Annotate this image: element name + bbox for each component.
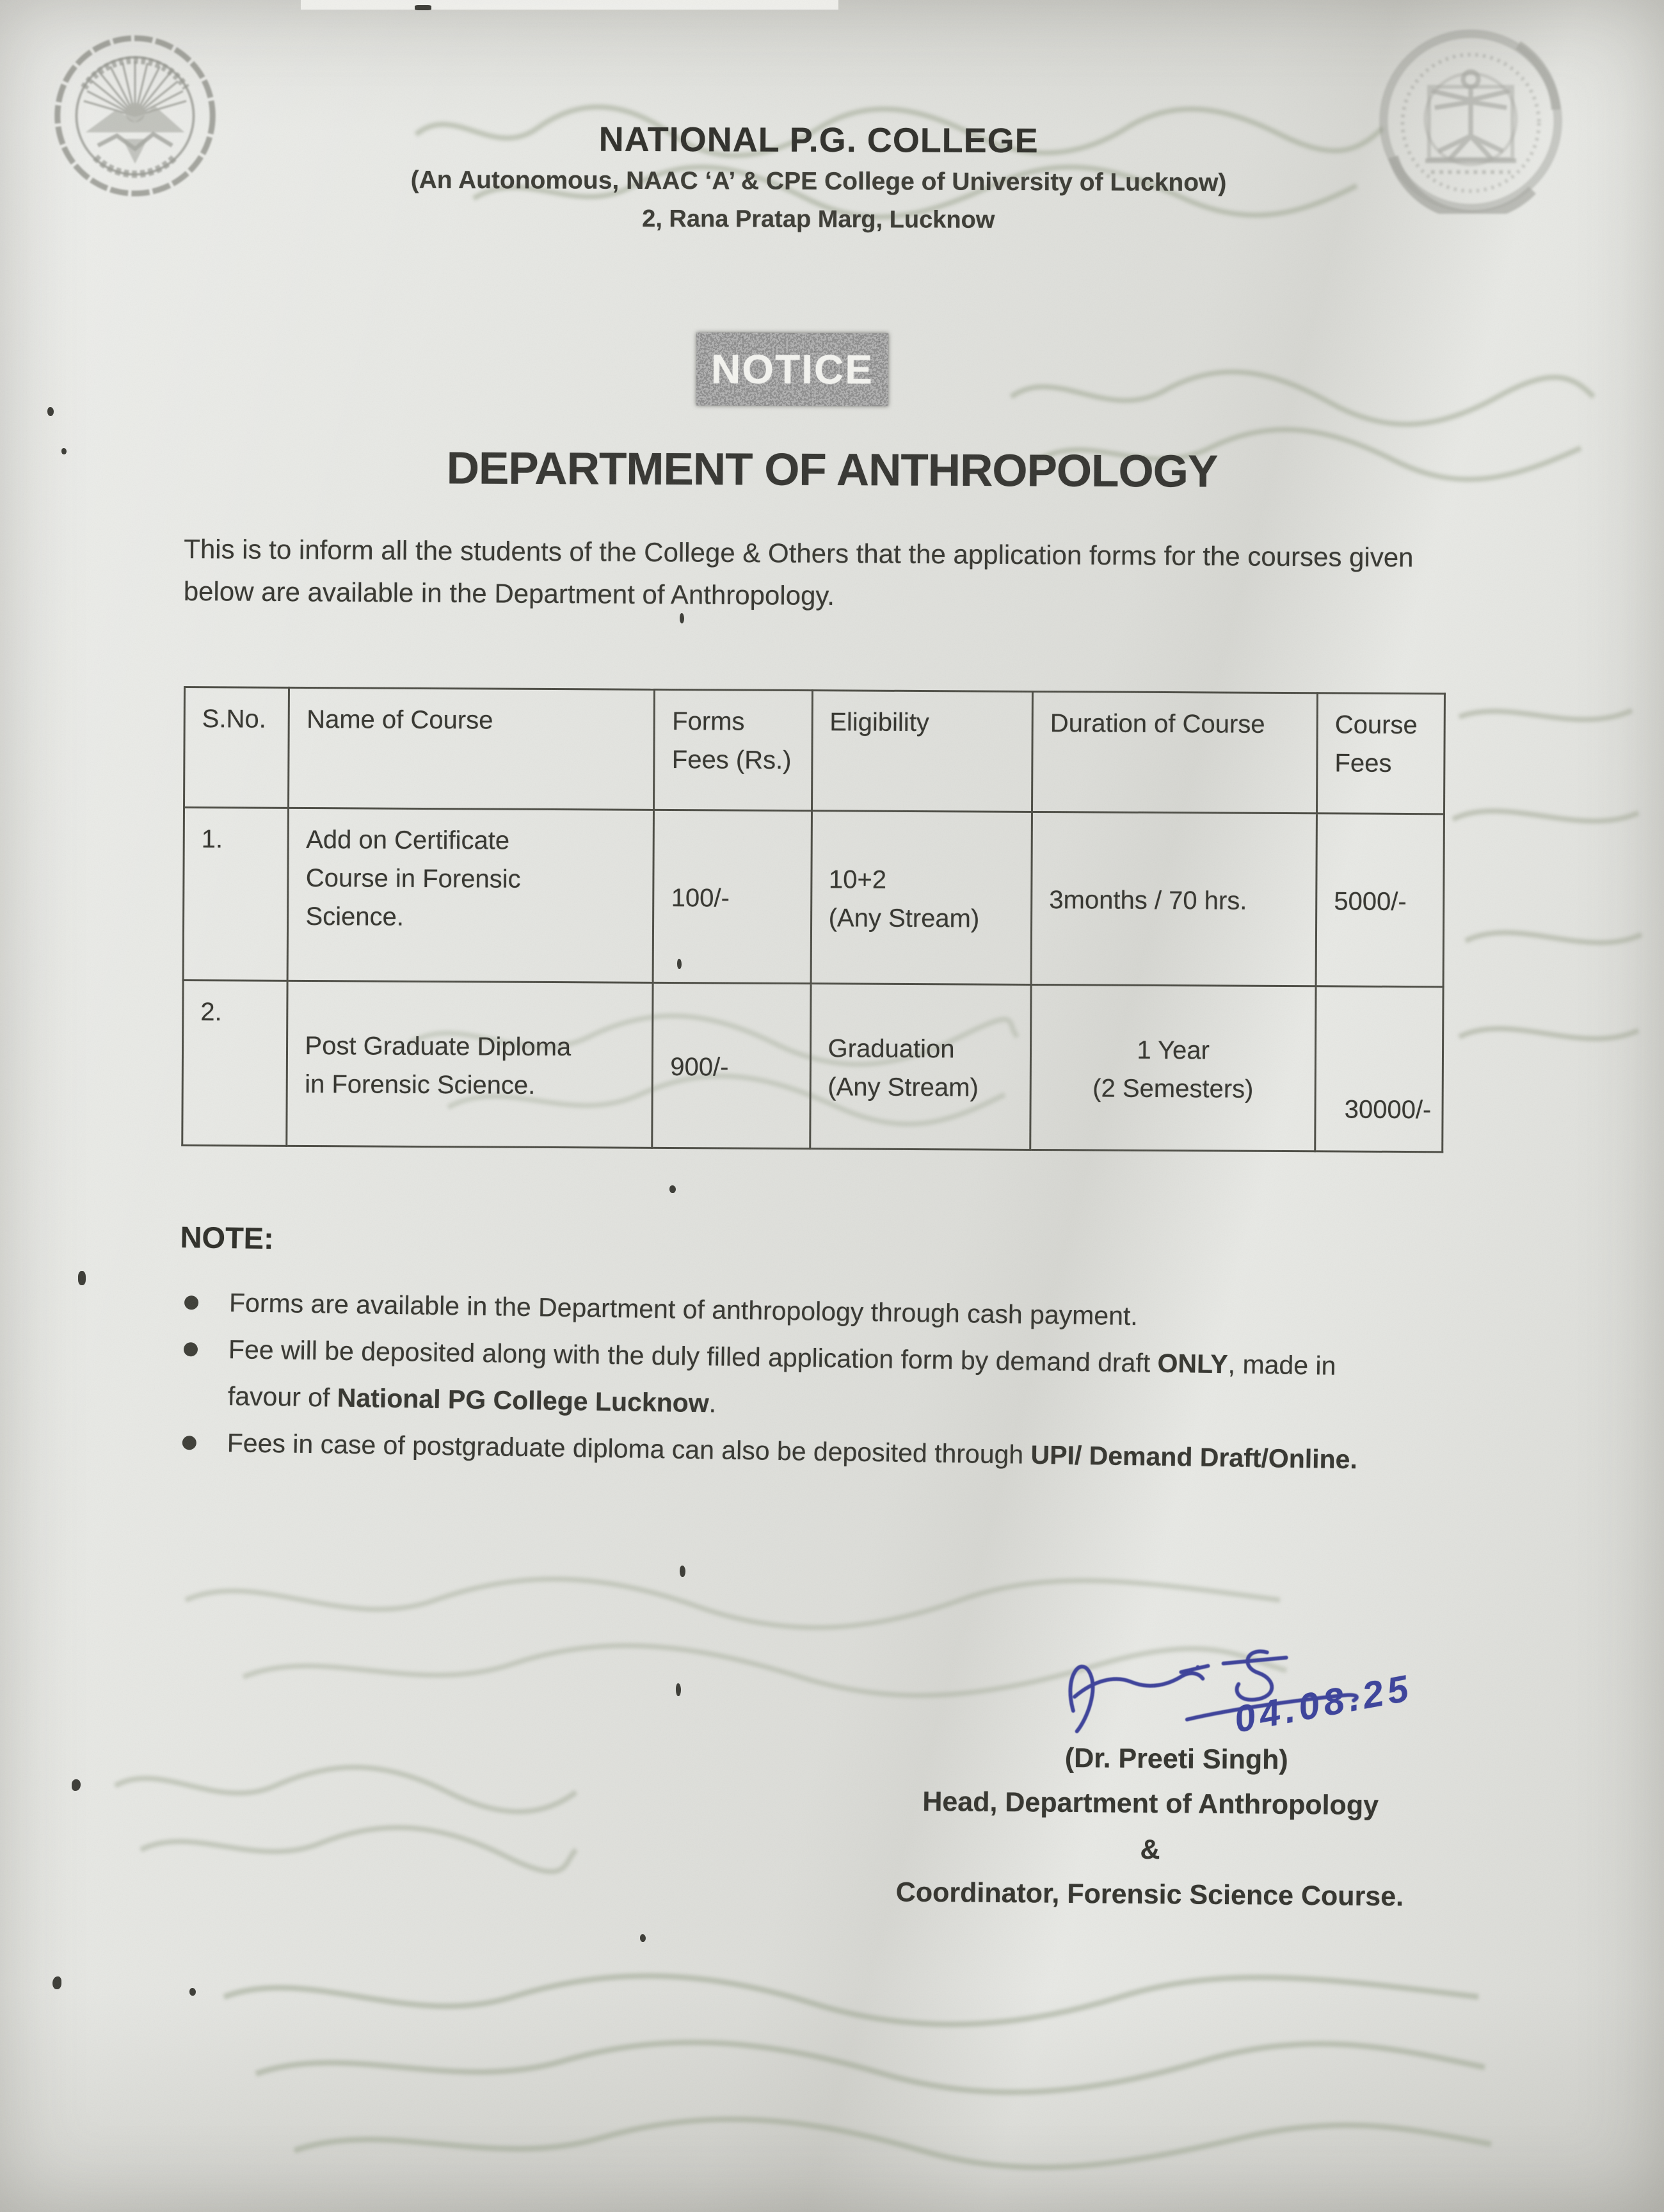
cell-course-name: Add on Certificate Course in Forensic Science. — [288, 808, 654, 982]
scan-speck — [680, 1566, 685, 1577]
signatory-title-1: Head, Department of Anthropology — [922, 1786, 1379, 1822]
table-header-row — [184, 687, 1445, 814]
scan-speck — [669, 1185, 676, 1193]
note-text-segment: . — [708, 1388, 717, 1418]
college-name: NATIONAL P.G. COLLEGE — [598, 120, 1039, 161]
bleed-through-artifact — [1440, 691, 1651, 1075]
scan-speck — [677, 959, 682, 969]
notice-label: NOTICE — [710, 346, 874, 393]
cell-course-fees: 30000/- — [1315, 986, 1443, 1152]
signatory-name: (Dr. Preeti Singh) — [1064, 1742, 1288, 1775]
scan-speck — [52, 1976, 61, 1989]
signatory-title-2: Coordinator, Forensic Science Course. — [895, 1877, 1404, 1912]
table-row — [182, 981, 1443, 1152]
scan-speck — [78, 1271, 86, 1285]
cell-sno: 1. — [183, 808, 289, 981]
note-text-segment: Fees in case of postgraduate diploma can also be deposited through — [227, 1428, 1031, 1470]
bullet-dot — [184, 1342, 198, 1356]
note-text-segment: , made in favour of — [227, 1349, 1336, 1413]
cell-eligibility: 10+2 (Any Stream) — [811, 811, 1032, 985]
scan-speck — [72, 1779, 81, 1791]
signatory-ampersand: & — [1140, 1834, 1160, 1866]
college-subtitle: (An Autonomous, NAAC ‘A’ & CPE College of University of Lucknow) — [410, 166, 1227, 197]
header-eligibility: Eligibility — [812, 691, 1033, 812]
note-text-segment: National PG College Lucknow — [337, 1382, 710, 1418]
scan-speck — [676, 1683, 681, 1696]
header-forms-fees: Forms Fees (Rs.) — [654, 689, 812, 810]
cell-eligibility: Graduation (Any Stream) — [810, 984, 1031, 1150]
bleed-through-artifact — [102, 1747, 589, 1888]
cell-course-fees: 5000/- — [1316, 813, 1444, 987]
header-course-fees: Course Fees — [1317, 693, 1445, 814]
scan-speck — [47, 407, 54, 416]
note-label: NOTE: — [180, 1219, 275, 1256]
bullet-dot — [184, 1295, 198, 1310]
note-text-segment: UPI/ Demand Draft/Online. — [1030, 1439, 1358, 1475]
courses-table-wrap — [181, 686, 1446, 1153]
scan-speck — [640, 1934, 646, 1942]
courses-table — [181, 686, 1446, 1153]
cell-sno: 2. — [182, 981, 288, 1146]
scan-speck — [189, 1988, 196, 1996]
table-row — [183, 808, 1444, 987]
note-section — [177, 1219, 1409, 1484]
note-item — [227, 1326, 1407, 1437]
cell-duration: 3months / 70 hrs. — [1031, 812, 1316, 986]
scan-speck — [61, 448, 67, 454]
cell-forms-fees: 900/- — [652, 982, 810, 1148]
college-address: 2, Rana Pratap Marg, Lucknow — [642, 205, 995, 234]
signature-date: 04.08.25 — [1231, 1667, 1416, 1741]
scanner-edge-artifact — [301, 0, 838, 10]
header-sno: S.No. — [184, 687, 289, 808]
header-duration: Duration of Course — [1032, 691, 1318, 813]
bullet-dot — [182, 1436, 196, 1450]
notice-stamp — [696, 332, 888, 406]
cell-course-name: Post Graduate Diploma in Forensic Science. — [287, 981, 653, 1148]
note-list — [177, 1279, 1408, 1484]
scan-speck — [415, 5, 431, 10]
note-text-segment: ONLY — [1157, 1348, 1229, 1379]
intro-paragraph: This is to inform all the students of the College & Others that the application forms for the courses given below are available in the Department of Anthropology. — [183, 533, 1414, 611]
cell-duration: 1 Year (2 Semesters) — [1030, 984, 1316, 1151]
header-course-name: Name of Course — [289, 687, 655, 810]
scan-speck — [680, 613, 684, 623]
bleed-through-artifact — [205, 1959, 1510, 2176]
department-title: DEPARTMENT OF ANTHROPOLOGY — [446, 443, 1218, 497]
note-text-segment: Fee will be deposited along with the duly filled application form by demand draft — [228, 1334, 1158, 1378]
cell-forms-fees: 100/- — [653, 810, 812, 983]
note-text-segment: Forms are available in the Department of anthropology through cash payment. — [228, 1288, 1139, 1331]
